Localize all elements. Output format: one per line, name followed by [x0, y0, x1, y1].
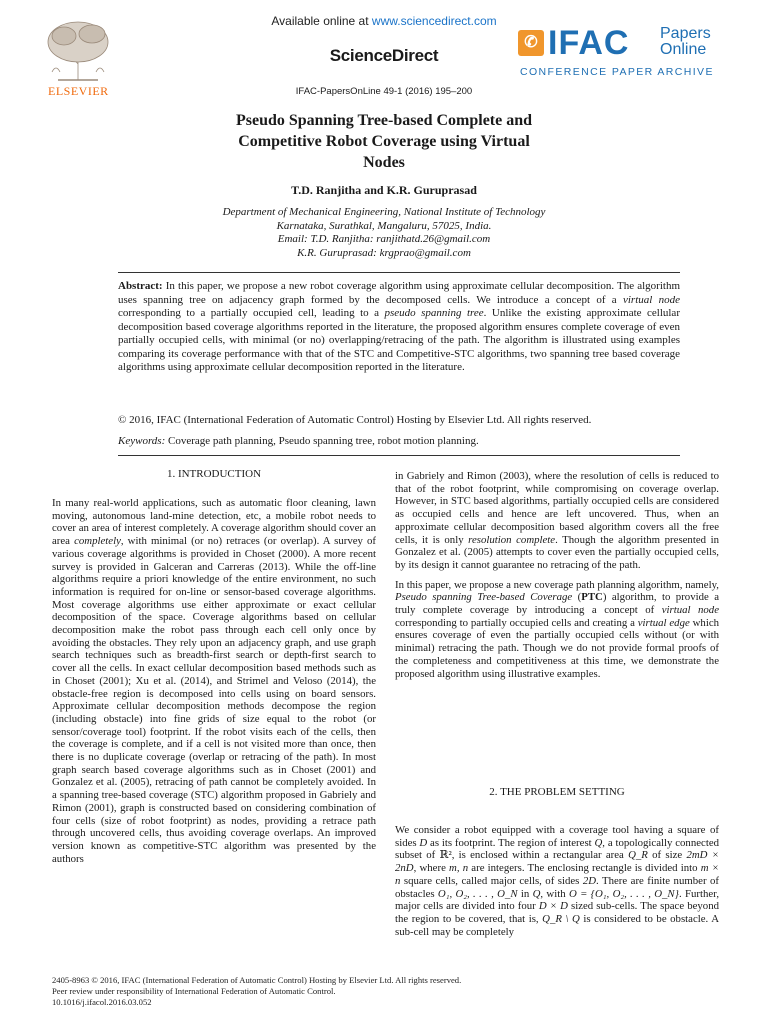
affiliation-line: Email: T.D. Ranjitha: ranjithatd.26@gmail.com	[277, 233, 491, 245]
paragraph-text: In this paper, we propose a new coverage path planning algorithm, namely,	[395, 578, 719, 591]
paragraph-text: , with	[540, 887, 569, 900]
math-var: m, n	[449, 862, 469, 875]
footer-line: Peer review under responsibility of International Federation of Automatic Control.	[52, 986, 336, 996]
emphasis: virtual edge	[637, 616, 690, 629]
keywords-text: Coverage path planning, Pseudo spanning tree, robot motion planning.	[165, 435, 479, 447]
affiliation-line: K.R. Guruprasad: krgprao@gmail.com	[297, 246, 471, 259]
abstract-copyright: © 2016, IFAC (International Federation of Automatic Control) Hosting by Elsevier Ltd. All rights reserved.	[118, 414, 592, 426]
section-heading-problem-setting: 2. THE PROBLEM SETTING	[489, 786, 625, 798]
footer-line: 2405-8963 © 2016, IFAC (International Federation of Automatic Control) Hosting by Elsevier Ltd. All rights reserved.	[52, 975, 462, 985]
paragraph-text: of size	[647, 849, 687, 862]
ifac-word: IFAC	[548, 24, 630, 62]
affiliation-line: Department of Mechanical Engineering, National Institute of Technology	[222, 206, 546, 218]
paragraph-text: ) algorithm, to provide a truly complete coverage by introducing a concept of	[395, 591, 720, 617]
sciencedirect-brand: ScienceDirect	[329, 46, 439, 65]
math-var: m × n	[395, 862, 719, 887]
right-column	[395, 470, 719, 680]
journal-citation: IFAC-PapersOnLine 49-1 (2016) 195–200	[295, 86, 473, 97]
emphasis: virtual node	[661, 604, 719, 617]
math-var: O = {O₁, O₂, . . . , O_N}	[568, 887, 679, 900]
ifac-mark-icon: ✆	[518, 30, 544, 56]
math-var: Q	[594, 836, 603, 849]
paragraph-text: is considered to be obstacle. A sub-cell may be completely	[395, 912, 719, 938]
abstract-text: . Unlike the existing approximate cellular decomposition based coverage algorithms reported in the literature, the proposed algorithm ensures complete coverage of even partially occupied cells, with minimal (or no) overlapping/retracing of the path. The algorithm is illustrated using examples comparing its coverage performance with that of the STC and Competitive-STC algorithms, two spanning tree based coverage algorithms using approximate cellular decomposition reported in the literature.	[118, 307, 680, 373]
problem-setting-body	[395, 824, 719, 938]
authors: T.D. Ranjitha and K.R. Guruprasad	[291, 183, 477, 197]
introduction-body	[52, 497, 376, 865]
abstract-label: Abstract:	[118, 280, 163, 292]
elsevier-wordmark: ELSEVIER	[48, 84, 109, 98]
paragraph-text: corresponding to partially occupied cells and creating a	[395, 616, 638, 629]
ifac-archive: CONFERENCE PAPER ARCHIVE	[520, 66, 714, 78]
ifac-logo	[518, 26, 728, 86]
paragraph-text: , a topologically connected subset of	[395, 836, 720, 862]
abstract-emphasis: pseudo spanning tree	[384, 307, 484, 319]
math-var: Q_R \ Q	[542, 912, 580, 925]
math-var: O₁, O₂, . . . , O_N	[437, 887, 518, 900]
abstract-bottom-rule	[118, 455, 680, 456]
paragraph-text: in	[517, 887, 533, 900]
paragraph-text: as its footprint. The region of interest	[427, 836, 595, 849]
paragraph-text: are integers. The enclosing rectangle is divided into	[468, 862, 701, 875]
paragraph-text: . There are finite number of obstacles	[395, 874, 719, 900]
math-var: 2D	[582, 874, 597, 887]
abstract-text: corresponding to a partially occupied cell, leading to a	[118, 307, 385, 319]
paragraph	[395, 824, 719, 938]
paragraph-text: , with minimal (or no) retraces (or overlap). A survey of various coverage algorithms is provided in Choset (2000). A more recent survey is provided in Galceran and Carreras (2013). While the off-line algorithms require a priori knowledge of the entire environment, no such information is required for on-line or sensor-based coverage algorithms. Most coverage algorithms use either approximate or exact cellular decomposition of the space. Coverage algorithms based on cellular decomposition make the robot pass through each cell only once by avoiding the obstacles. They rely upon an adjacency graph, and use graph search techniques such as breadth-first search or depth-first search to cover all the cells. In exact cellular decomposition based methods such as in Choset (2001); Xu et al. (2014), and Strimel and Veloso (2014), the obstacle-free region is decomposed into cells using on board sensors. Approximate cellular decomposition methods decompose the region (including obstacle) into fine grids of size equal to the robot (or sensor/coverage tool) footprint. If the robot visits each of the cells, then the coverage is complete, and if a cell is not visited more than once, then there is no duplicate coverage (overlap or retracing of the path). In most graph search based coverage algorithms such as in Choset (2001) and Gonzalez et al. (2005), retracing of path cannot be completely avoided. In a spanning tree-based coverage (STC) algorithm proposed in Gabriely and Rimon (2001), graph is constructed based on considering combination of four cells (size of robot footprint) as nodes, providing a retrace path through uncovered cells, thus avoiding coverage overlaps. An improved version known as competitive-STC algorithm was presented by the authors	[52, 535, 377, 865]
abstract	[118, 280, 680, 375]
paragraph	[395, 579, 719, 681]
emphasis: completely	[74, 535, 121, 548]
paragraph-text: , is enclosed within a rectangular area	[451, 849, 629, 862]
keywords	[118, 435, 680, 447]
paragraph-text: . Further, major cells are divided into four	[395, 887, 720, 913]
available-prefix: Available online at	[271, 14, 372, 28]
ifac-online: Online	[660, 41, 707, 58]
footer	[52, 975, 712, 1008]
title-line: Pseudo Spanning Tree-based Complete and	[235, 112, 533, 129]
affiliation-line: Karnataka, Surathkal, Mangaluru, 57025, India.	[276, 219, 492, 232]
ifac-papers-online	[660, 26, 711, 58]
math-var: ℝ²	[439, 849, 452, 862]
keywords-label: Keywords:	[118, 435, 166, 447]
paper-title	[0, 110, 768, 173]
math-var: 2mD × 2nD	[395, 849, 719, 875]
paragraph-text: , where	[413, 862, 450, 875]
emphasis: resolution complete	[468, 533, 556, 546]
affiliation	[0, 206, 768, 260]
paragraph-text: We consider a robot equipped with a coverage tool having a square of sides	[395, 824, 719, 849]
paragraph-text: (	[572, 591, 582, 604]
paragraph-text: square cells, called major cells, of sides	[400, 874, 583, 887]
sciencedirect-link[interactable]: www.sciencedirect.com	[371, 14, 497, 28]
title-line: Nodes	[363, 154, 405, 171]
paragraph-text: in Gabriely and Rimon (2003), where the resolution of cells is reduced to that of the robot footprint, while compromising on coverage overlap. However, in STC based algorithms, partially occupied cells are considered as occupied cells and hence are left uncovered. Thus, when an approximate cellular decomposition based algorithm covers all the free cells, it is only	[395, 470, 719, 546]
paragraph-text: which ensures coverage of even the partially occupied cells without (or with minimal) retracing the path. Though we do not provide formal proofs of the completeness and competitiveness at this time, we demonstrate the proposed algorithm using illustrative examples.	[395, 616, 720, 680]
math-var: D	[419, 836, 428, 849]
paragraph-text: . Though the algorithm presented in Gonzalez et al. (2005) attempts to cover even the partially occupied cells, by its design it cannot guarantee no retracing of the path.	[395, 533, 719, 571]
paragraph	[395, 470, 719, 572]
math-var: D × D	[538, 900, 568, 913]
emphasis: Pseudo spanning Tree-based Coverage	[395, 591, 573, 604]
abstract-text: In this paper, we propose a new robot coverage algorithm using approximate cellular decomposition. The algorithm uses spanning tree on adjacency graph formed by the decomposed cells. We introduce a concept of a	[118, 280, 680, 306]
paragraph-text: In many real-world applications, such as automatic floor cleaning, lawn moving, autonomous land-mine detection, etc, a mobile robot needs to cover an area of interest completely. A coverage algorithm should cover an area	[52, 497, 376, 548]
footer-doi: 10.1016/j.ifacol.2016.03.052	[52, 997, 152, 1007]
math-var: Q_R	[628, 849, 648, 862]
paragraph-text: sized sub-cells. The space beyond the region to be covered, that is,	[395, 900, 719, 925]
abstract-emphasis: virtual node	[622, 293, 680, 306]
title-line: Competitive Robot Coverage using Virtual	[238, 133, 530, 150]
paragraph	[52, 497, 376, 865]
abstract-top-rule	[118, 272, 680, 273]
ifac-papers: Papers	[660, 25, 711, 42]
ptc-acronym: PTC	[581, 591, 603, 604]
section-heading-introduction: 1. INTRODUCTION	[166, 468, 262, 480]
math-var: Q	[532, 887, 541, 900]
